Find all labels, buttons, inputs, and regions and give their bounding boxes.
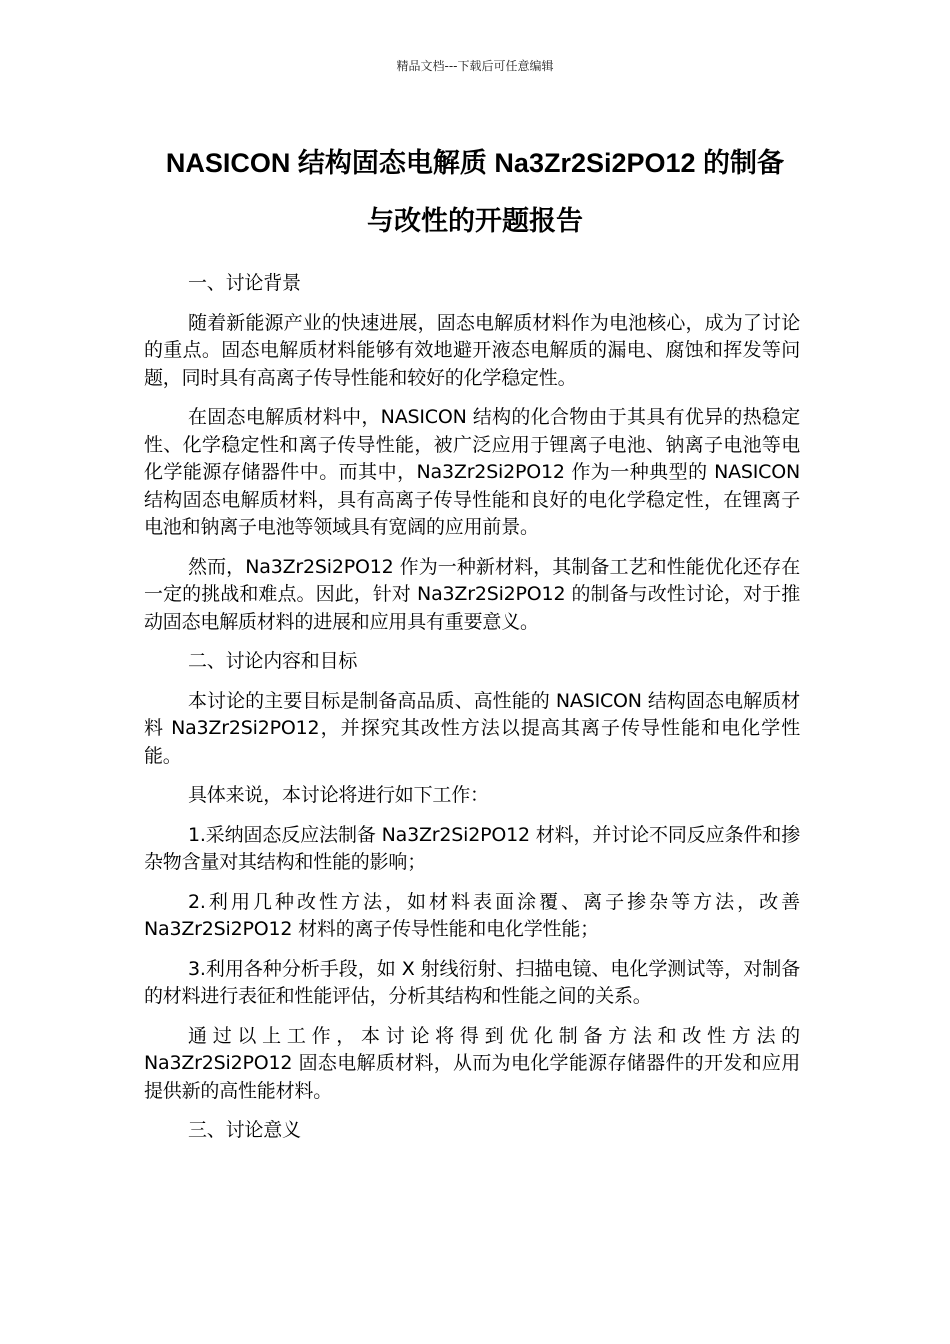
paragraph-goals-3: 通过以上工作，本讨论将得到优化制备方法和改性方法的 Na3Zr2Si2PO12 固态电解质材料，从而为电化学能源存储器件的开发和应用提供新的高性能材料。 xyxy=(144,1024,800,1102)
header-note: 精品文档---下载后可任意编辑 xyxy=(396,59,554,73)
document-body xyxy=(144,270,800,1157)
paragraph-background-1: 随着新能源产业的快速进展，固态电解质材料作为电池核心，成为了讨论的重点。固态电解质材料能够有效地避开液态电解质的漏电、腐蚀和挥发等问题，同时具有高离子传导性能和较好的化学稳定性。 xyxy=(144,311,800,389)
title-line-2: 与改性的开题报告 xyxy=(367,206,583,236)
paragraph-goals-1: 本讨论的主要目标是制备高品质、高性能的 NASICON 结构固态电解质材料 Na3Zr2Si2PO12，并探究其改性方法以提高其离子传导性能和电化学性能。 xyxy=(144,689,800,767)
list-item-1: 1.采纳固态反应法制备 Na3Zr2Si2PO12 材料，并讨论不同反应条件和掺杂物含量对其结构和性能的影响； xyxy=(144,823,800,873)
paragraph-background-2: 在固态电解质材料中，NASICON 结构的化合物由于其具有优异的热稳定性、化学稳定性和离子传导性能，被广泛应用于锂离子电池、钠离子电池等电化学能源存储器件中。而其中，Na3Zr2Si2PO12 作为一种典型的 NASICON 结构固态电解质材料，具有高离子传导性能和良好的电化学稳定性，在锂离子电池和钠离子电池等领域具有宽阔的应用前景。 xyxy=(144,406,800,538)
list-item-3: 3.利用各种分析手段，如 X 射线衍射、扫描电镜、电化学测试等，对制备的材料进行表征和性能评估，分析其结构和性能之间的关系。 xyxy=(144,957,800,1007)
section-heading-content-goals: 二、讨论内容和目标 xyxy=(188,650,358,672)
section-heading-significance: 三、讨论意义 xyxy=(188,1119,301,1141)
paragraph-background-3: 然而，Na3Zr2Si2PO12 作为一种新材料，其制备工艺和性能优化还存在一定的挑战和难点。因此，针对 Na3Zr2Si2PO12 的制备与改性讨论，对于推动固态电解质材料的进展和应用具有重要意义。 xyxy=(144,555,800,633)
section-heading-background: 一、讨论背景 xyxy=(188,272,301,294)
paragraph-goals-2: 具体来说，本讨论将进行如下工作： xyxy=(188,784,489,806)
page-title xyxy=(120,134,830,250)
title-line-1: NASICON 结构固态电解质 Na3Zr2Si2PO12 的制备 xyxy=(165,148,785,178)
list-item-2: 2.利用几种改性方法，如材料表面涂覆、离子掺杂等方法，改善 Na3Zr2Si2PO12 材料的离子传导性能和电化学性能； xyxy=(144,890,800,940)
